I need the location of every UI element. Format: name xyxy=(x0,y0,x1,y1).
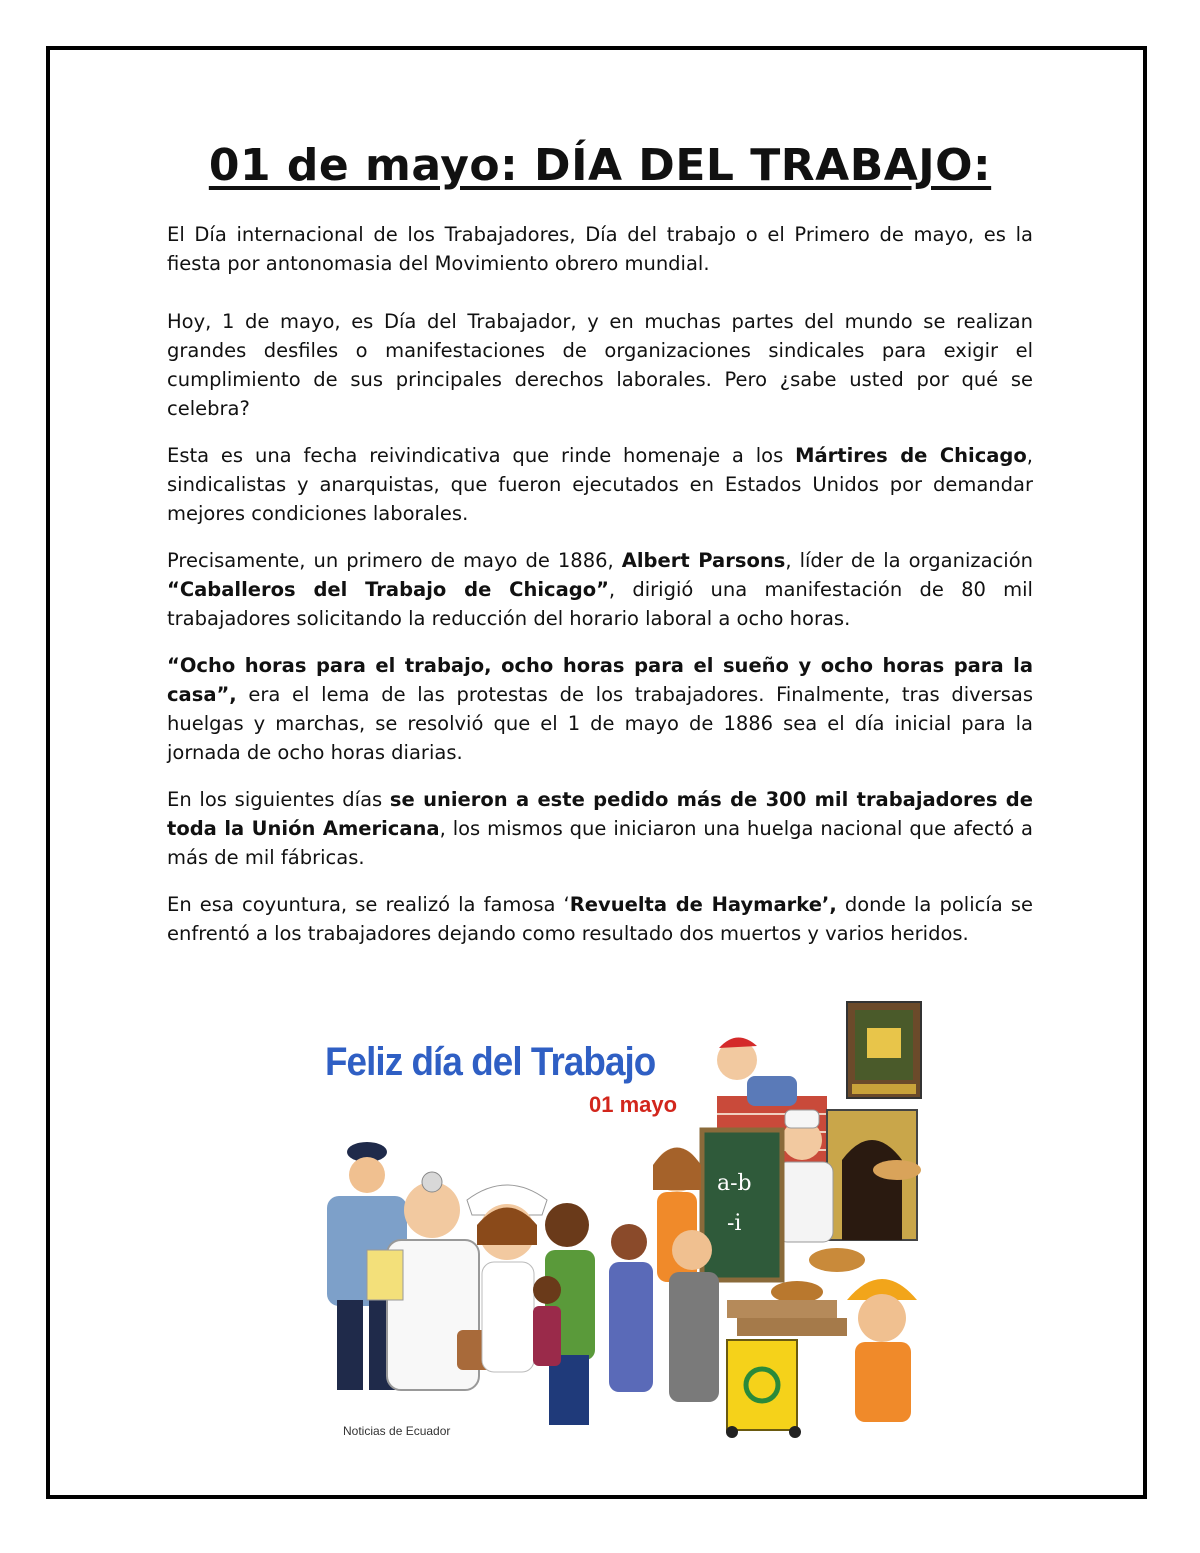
bricklayer-icon xyxy=(717,1037,797,1106)
bold-text: Revuelta de Haymarke’, xyxy=(569,893,837,916)
recycling-bin-icon xyxy=(726,1340,801,1438)
text-run: , líder de la organización xyxy=(785,549,1033,572)
svg-text:-i: -i xyxy=(727,1211,742,1236)
svg-text:a-b: a-b xyxy=(717,1171,752,1196)
text-run: donde la policía se enfrentó a los trabajadores dejando como resultado dos muertos y varios heridos. xyxy=(167,893,1033,945)
housekeeper-icon xyxy=(609,1224,653,1392)
illustration-title: Feliz día del Trabajo xyxy=(325,1040,656,1084)
text-run: , los mismos que iniciaron una huelga nacional que afectó a más de mil fábricas. xyxy=(167,817,1033,869)
paragraph-5 xyxy=(167,651,1033,767)
paragraph-4 xyxy=(167,546,1033,633)
text-run: era el lema de las protestas de los trabajadores. Finalmente, tras diversas huelgas y marchas, se resolvió que el 1 de mayo de 1886 sea el día inicial para la jornada de ocho horas diarias. xyxy=(167,683,1033,764)
workers-day-illustration xyxy=(307,1000,929,1445)
illustration-date: 01 mayo xyxy=(589,1092,678,1117)
illustration-credit: Noticias de Ecuador xyxy=(343,1424,451,1438)
text-run: En los siguientes días xyxy=(167,788,390,811)
chalkboard-icon xyxy=(702,1130,782,1280)
construction-worker-icon xyxy=(847,1279,917,1422)
text-run: Esta es una fecha reivindicativa que rinde homenaje a los xyxy=(167,444,796,467)
bold-text: “Caballeros del Trabajo de Chicago” xyxy=(167,578,609,601)
paragraph-1: El Día internacional de los Trabajadores, Día del trabajo o el Primero de mayo, es la fiesta por antonomasia del Movimiento obrero mundial. xyxy=(167,223,1033,275)
article-body xyxy=(167,220,1033,966)
paragraph-7 xyxy=(167,890,1033,948)
paragraph-6 xyxy=(167,785,1033,872)
worker-family-icon xyxy=(533,1203,595,1425)
page-title: 01 de mayo: DÍA DEL TRABAJO: xyxy=(208,140,992,191)
text-run: , sindicalistas y anarquistas, que fueron ejecutados en Estados Unidos por demandar mejores condiciones laborales. xyxy=(167,444,1033,525)
school-badge-icon xyxy=(847,1002,921,1098)
paragraph-3 xyxy=(167,441,1033,528)
bold-text: Mártires de Chicago xyxy=(795,444,1027,467)
bold-text: Albert Parsons xyxy=(621,549,786,572)
text-run: En esa coyuntura, se realizó la famosa ‘ xyxy=(167,893,570,916)
bold-text: “Ocho horas para el trabajo, ocho horas para el sueño y ocho horas para la casa”, xyxy=(167,654,1033,706)
bold-text: se unieron a este pedido más de 300 mil trabajadores de toda la Unión Americana xyxy=(167,788,1033,840)
text-run: Precisamente, un primero de mayo de 1886, xyxy=(167,549,622,572)
paragraph-2: Hoy, 1 de mayo, es Día del Trabajador, y en muchas partes del mundo se realizan grandes desfiles o manifestaciones de organizaciones sindicales para exigir el cumplimiento de sus principales derechos laborales. Pero ¿sabe usted por qué se celebra? xyxy=(167,310,1033,420)
text-run: , dirigió una manifestación de 80 mil trabajadores solicitando la reducción del horario laboral a ocho horas. xyxy=(167,578,1033,630)
